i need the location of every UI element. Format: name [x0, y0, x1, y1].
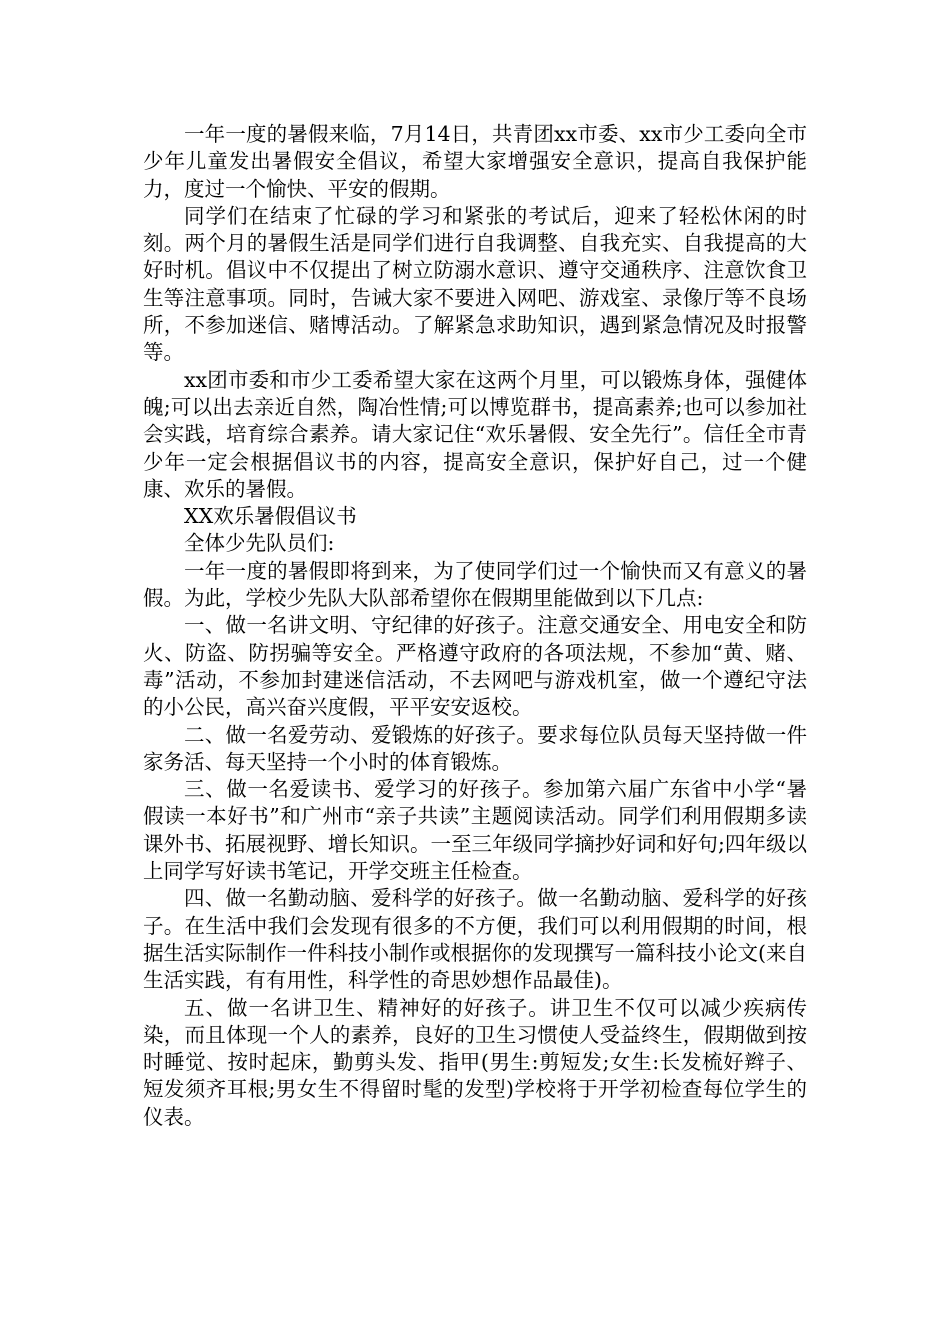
paragraph-opening: 一年一度的暑假即将到来，为了使同学们过一个愉快而又有意义的暑假。为此，学校少先队大队部希望你在假期里能做到以下几点:	[143, 558, 807, 611]
paragraph-intro: 一年一度的暑假来临，7月14日，共青团xx市委、xx市少工委向全市少年儿童发出暑假安全倡议，希望大家增强安全意识，提高自我保护能力，度过一个愉快、平安的假期。	[143, 122, 807, 201]
salutation: 全体少先队员们:	[184, 531, 335, 556]
paragraph-summer-life: 同学们在结束了忙碌的学习和紧张的考试后，迎来了轻松休闲的时刻。两个月的暑假生活是同学们进行自我调整、自我充实、自我提高的大好时机。倡议中不仅提出了树立防溺水意识、遵守交通秩序、注意饮食卫生等注意事项。同时，告诫大家不要进入网吧、游戏室、录像厅等不良场所，不参加迷信、赌博活动。了解紧急求助知识，遇到紧急情况及时报警等。	[143, 203, 807, 365]
section-title: XX欢乐暑假倡议书	[184, 504, 357, 529]
list-item-5: 五、做一名讲卫生、精神好的好孩子。讲卫生不仅可以减少疾病传染，而且体现一个人的素养，良好的卫生习惯使人受益终生，假期做到按时睡觉、按时起床，勤剪头发、指甲(男生:剪短发;女生:长发梳好辫子、短发须齐耳根;男女生不得留时髦的发型)学校将于开学初检查每位学生的仪表。	[143, 995, 807, 1129]
paragraph-wishes: xx团市委和市少工委希望大家在这两个月里，可以锻炼身体，强健体魄;可以出去亲近自然，陶冶性情;可以博览群书，提高素养;也可以参加社会实践，培育综合素养。请大家记住“欢乐暑假、安全先行”。信任全市青少年一定会根据倡议书的内容，提高安全意识，保护好自己，过一个健康、欢乐的暑假。	[143, 367, 807, 501]
list-item-4: 四、做一名勤动脑、爱科学的好孩子。做一名勤动脑、爱科学的好孩子。在生活中我们会发现有很多的不方便，我们可以利用假期的时间，根据生活实际制作一件科技小制作或根据你的发现撰写一篇科技小论文(来自生活实践，有有用性，科学性的奇思妙想作品最佳)。	[143, 886, 807, 993]
list-item-1: 一、做一名讲文明、守纪律的好孩子。注意交通安全、用电安全和防火、防盗、防拐骗等安全。严格遵守政府的各项法规，不参加“黄、赌、毒”活动，不参加封建迷信活动，不去网吧与游戏机室，做一个遵纪守法的小公民，高兴奋兴度假，平平安安返校。	[143, 613, 807, 720]
list-item-2: 二、做一名爱劳动、爱锻炼的好孩子。要求每位队员每天坚持做一件家务活、每天坚持一个小时的体育锻炼。	[143, 722, 807, 774]
list-item-3: 三、做一名爱读书、爱学习的好孩子。参加第六届广东省中小学“暑假读一本好书”和广州市“亲子共读”主题阅读活动。同学们利用假期多读课外书、拓展视野、增长知识。一至三年级同学摘抄好词和好句;四年级以上同学写好读书笔记，开学交班主任检查。	[143, 777, 807, 884]
document-body	[143, 121, 807, 1131]
